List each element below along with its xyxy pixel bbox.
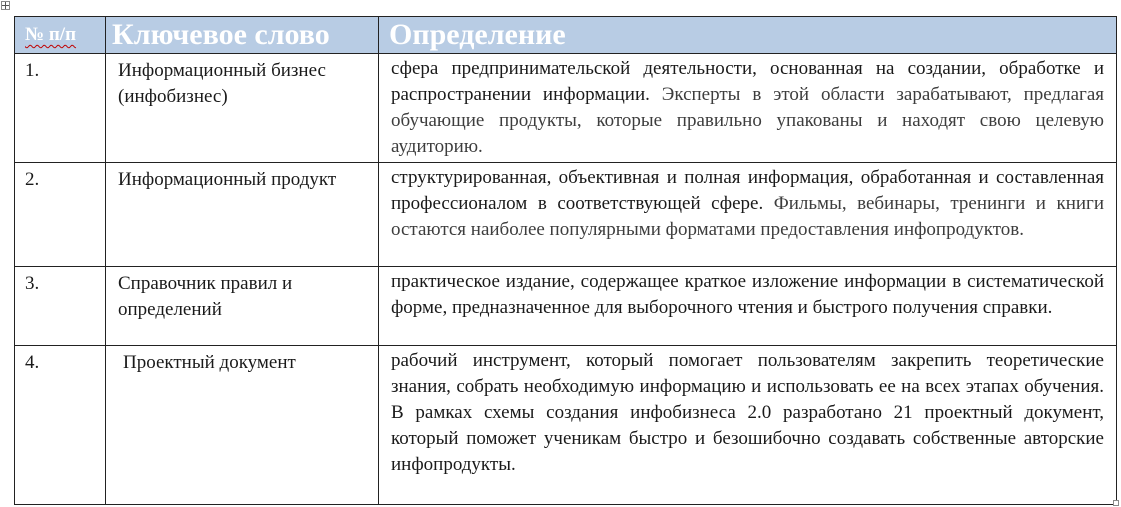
definition-extra: Фильмы, вебинары, тренинги и книги остаются наиболее популярными форматами предоставления инфопродуктов.: [391, 193, 1104, 240]
header-definition: Определение: [379, 17, 1117, 54]
header-keyword: Ключевое слово: [106, 17, 379, 54]
row-number: 3.: [15, 267, 106, 346]
definition-extra: Эксперты в этой области зарабатывают, предлагая обучающие продукты, которые правильно упакованы и находят свою целевую аудиторию.: [391, 84, 1104, 157]
row-definition: [379, 163, 1117, 267]
table-move-handle-icon[interactable]: [1, 1, 10, 10]
definition-main: сфера предпринимательской деятельности, основанная на создании, обработке и распространении информации.: [391, 58, 1104, 105]
row-number: 1.: [15, 54, 106, 163]
row-definition: [379, 267, 1117, 346]
row-keyword: Проектный документ: [106, 346, 379, 505]
definition-main: практическое издание, содержащее краткое изложение информации в систематической форме, предназначенное для выборочного чтения и быстрого получения справки.: [391, 271, 1104, 318]
header-number-label: № п/п: [25, 24, 77, 45]
row-keyword: Информационный продукт: [106, 163, 379, 267]
row-keyword: Информационный бизнес (инфобизнес): [106, 54, 379, 163]
row-keyword: Справочник правил и определений: [106, 267, 379, 346]
table-row: [15, 54, 1117, 163]
row-number: 2.: [15, 163, 106, 267]
header-number: [15, 17, 106, 54]
definition-main: рабочий инструмент, который помогает пользователям закрепить теоретические знания, собрать необходимую информацию и использовать ее на всех этапах обучения. В рамках схемы создания инфобизнеса 2.0 разработано 21 проектный документ, который поможет ученикам быстро и безошибочно создавать собственные авторские инфопродукты.: [391, 350, 1104, 475]
table-header-row: [15, 17, 1117, 54]
definitions-table: [14, 16, 1117, 505]
table-resize-handle-icon[interactable]: [1113, 500, 1119, 506]
table-row: [15, 267, 1117, 346]
row-definition: [379, 346, 1117, 505]
definition-main: структурированная, объективная и полная информация, обработанная и составленная профессионалом в соответствующей сфере.: [391, 167, 1104, 214]
table-row: [15, 163, 1117, 267]
row-number: 4.: [15, 346, 106, 505]
row-definition: [379, 54, 1117, 163]
table-row: [15, 346, 1117, 505]
